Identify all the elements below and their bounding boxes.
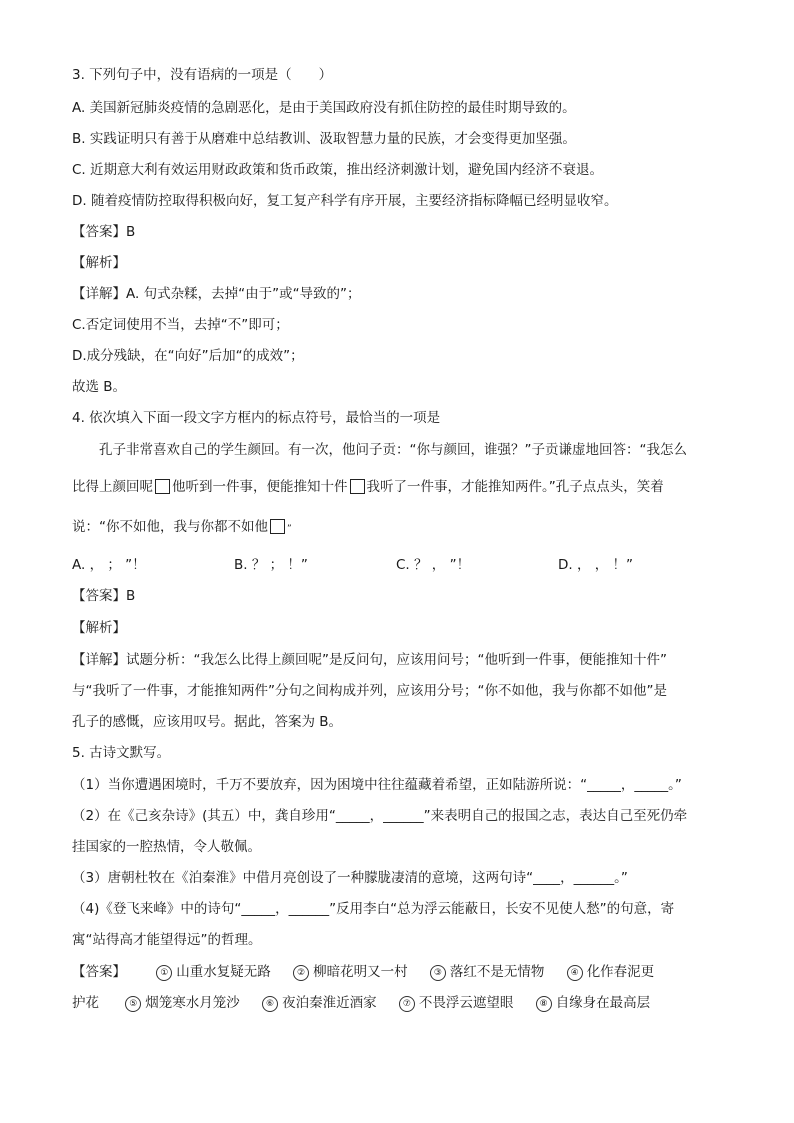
q4-detail-2: 与“我听了一件事，才能推知两件”分句之间构成并列，应该用分号；“你不如他，我与你都不如他”是 [72,683,667,699]
q3-answer [72,222,135,242]
answer-value: B [126,224,136,240]
detail-tag: 【详解】 [72,286,126,302]
q5-item-2-cont: 挂国家的一腔热情，令人敬佩。 [72,839,261,855]
q5-stem: 5. 古诗文默写。 [72,745,171,761]
blank-box [270,519,285,534]
circled-number: ⑥ [262,996,278,1012]
answer-text: 不畏浮云遮望眼 [418,995,514,1011]
answer-item [293,962,408,982]
passage-text: ” [287,524,292,534]
q4-option-b: B. ？ ； ！” [234,557,308,573]
q4-option-a: A. ， ； ”！ [72,557,146,573]
detail-tag: 【详解】 [72,652,126,668]
answer-text: 化作春泥更 [586,964,655,980]
circled-number: ⑦ [399,996,415,1012]
q5-item-3: （3）唐朝杜牧在《泊秦淮》中借月亮创设了一种朦胧凄清的意境，这两句诗“____，______。” [72,870,628,886]
circled-number: ⑧ [536,996,552,1012]
q3-detail-4: 故选 B。 [72,379,127,395]
q5-answers-line-2 [72,993,650,1013]
q3-option-c: C. 近期意大利有效运用财政政策和货币政策，推出经济刺激计划，避免国内经济不衰退。 [72,162,604,178]
q3-detail-3: D.成分残缺，在“向好”后加“的成效”； [72,348,304,364]
answer-tag: 【答案】 [72,964,126,980]
answer-text: 护花 [72,995,99,1011]
q4-answer [72,586,135,606]
answer-item [125,993,240,1013]
answer-item [262,993,377,1013]
answer-tag: 【答案】 [72,224,126,240]
q3-analysis-tag: 【解析】 [72,255,126,271]
q3-option-a: A. 美国新冠肺炎疫情的急剧恶化，是由于美国政府没有抓住防控的最佳时期导致的。 [72,100,576,116]
circled-number: ⑤ [125,996,141,1012]
answer-tag: 【答案】 [72,588,126,604]
passage-text: 说：“你不如他，我与你都不如他 [72,519,268,535]
q4-option-d: D. ， ， ！” [558,557,634,573]
circled-number: ① [156,965,172,981]
passage-text: 比得上颜回呢 [72,479,153,495]
q5-item-4-cont: 寓“站得高才能望得远”的哲理。 [72,932,262,948]
q4-option-c: C. ？ ， ”！ [396,557,471,573]
q4-analysis-tag: 【解析】 [72,620,126,636]
q5-item-2: （2）在《己亥杂诗》(其五）中，龚自珍用“_____，______”来表明自己的报国之志，表达自己至死仍牵 [72,808,688,824]
q4-passage-line-1: 孔子非常喜欢自己的学生颜回。有一次，他问子贡：“你与颜回，谁强？”子贡谦虚地回答：“我怎么 [99,442,687,458]
answer-text: 烟笼寒水月笼沙 [145,995,240,1011]
passage-text: 他听到一件事，便能推知十件 [172,479,348,495]
q4-passage-line-2 [72,477,664,497]
answer-text: 柳暗花明又一村 [313,964,408,980]
answer-item [567,962,655,982]
blank-box [350,479,365,494]
q4-stem: 4. 依次填入下面一段文字方框内的标点符号，最恰当的一项是 [72,410,441,426]
q3-detail-2: C.否定词使用不当，去掉“不”即可； [72,317,289,333]
detail-text: A. 句式杂糅，去掉“由于”或“导致的”； [126,286,361,302]
q3-option-b: B. 实践证明只有善于从磨难中总结教训、汲取智慧力量的民族，才会变得更加坚强。 [72,131,576,147]
blank-box [155,479,170,494]
q5-item-1: （1）当你遭遇困境时，千万不要放弃，因为困境中往往蕴藏着希望，正如陆游所说：“_____，_____。” [72,777,682,793]
detail-text: 试题分析：“我怎么比得上颜回呢”是反问句，应该用问号；“他听到一件事，便能推知十件” [126,652,667,668]
q4-detail-3: 孔子的感慨，应该用叹号。据此，答案为 B。 [72,714,343,730]
q3-option-d: D. 随着疫情防控取得积极向好，复工复产科学有序开展，主要经济指标降幅已经明显收窄。 [72,193,618,209]
answer-text: 自缘身在最高层 [555,995,651,1011]
q4-passage-line-3 [72,517,292,539]
circled-number: ③ [430,965,446,981]
q4-detail-1 [72,650,667,670]
q5-item-4: （4)《登飞来峰》中的诗句“_____，______”反用李白“总为浮云能蔽日，长安不见使人愁”的句意，寄 [72,901,675,917]
answer-text: 落红不是无情物 [449,964,545,980]
circled-number: ④ [567,965,583,981]
answer-text: 夜泊秦淮近酒家 [282,995,377,1011]
answer-text: 山重水复疑无路 [176,964,271,980]
q5-answers-line-1 [72,962,654,982]
answer-value: B [126,588,136,604]
answer-item [156,962,271,982]
q3-stem: 3. 下列句子中，没有语病的一项是（ ） [72,67,333,83]
q3-detail-1 [72,284,361,304]
circled-number: ② [293,965,309,981]
answer-item [430,962,545,982]
answer-item [536,993,651,1013]
answer-item [399,993,514,1013]
passage-text: 我听了一件事，才能推知两件。”孔子点点头，笑着 [366,479,664,495]
q4-options [72,555,720,575]
